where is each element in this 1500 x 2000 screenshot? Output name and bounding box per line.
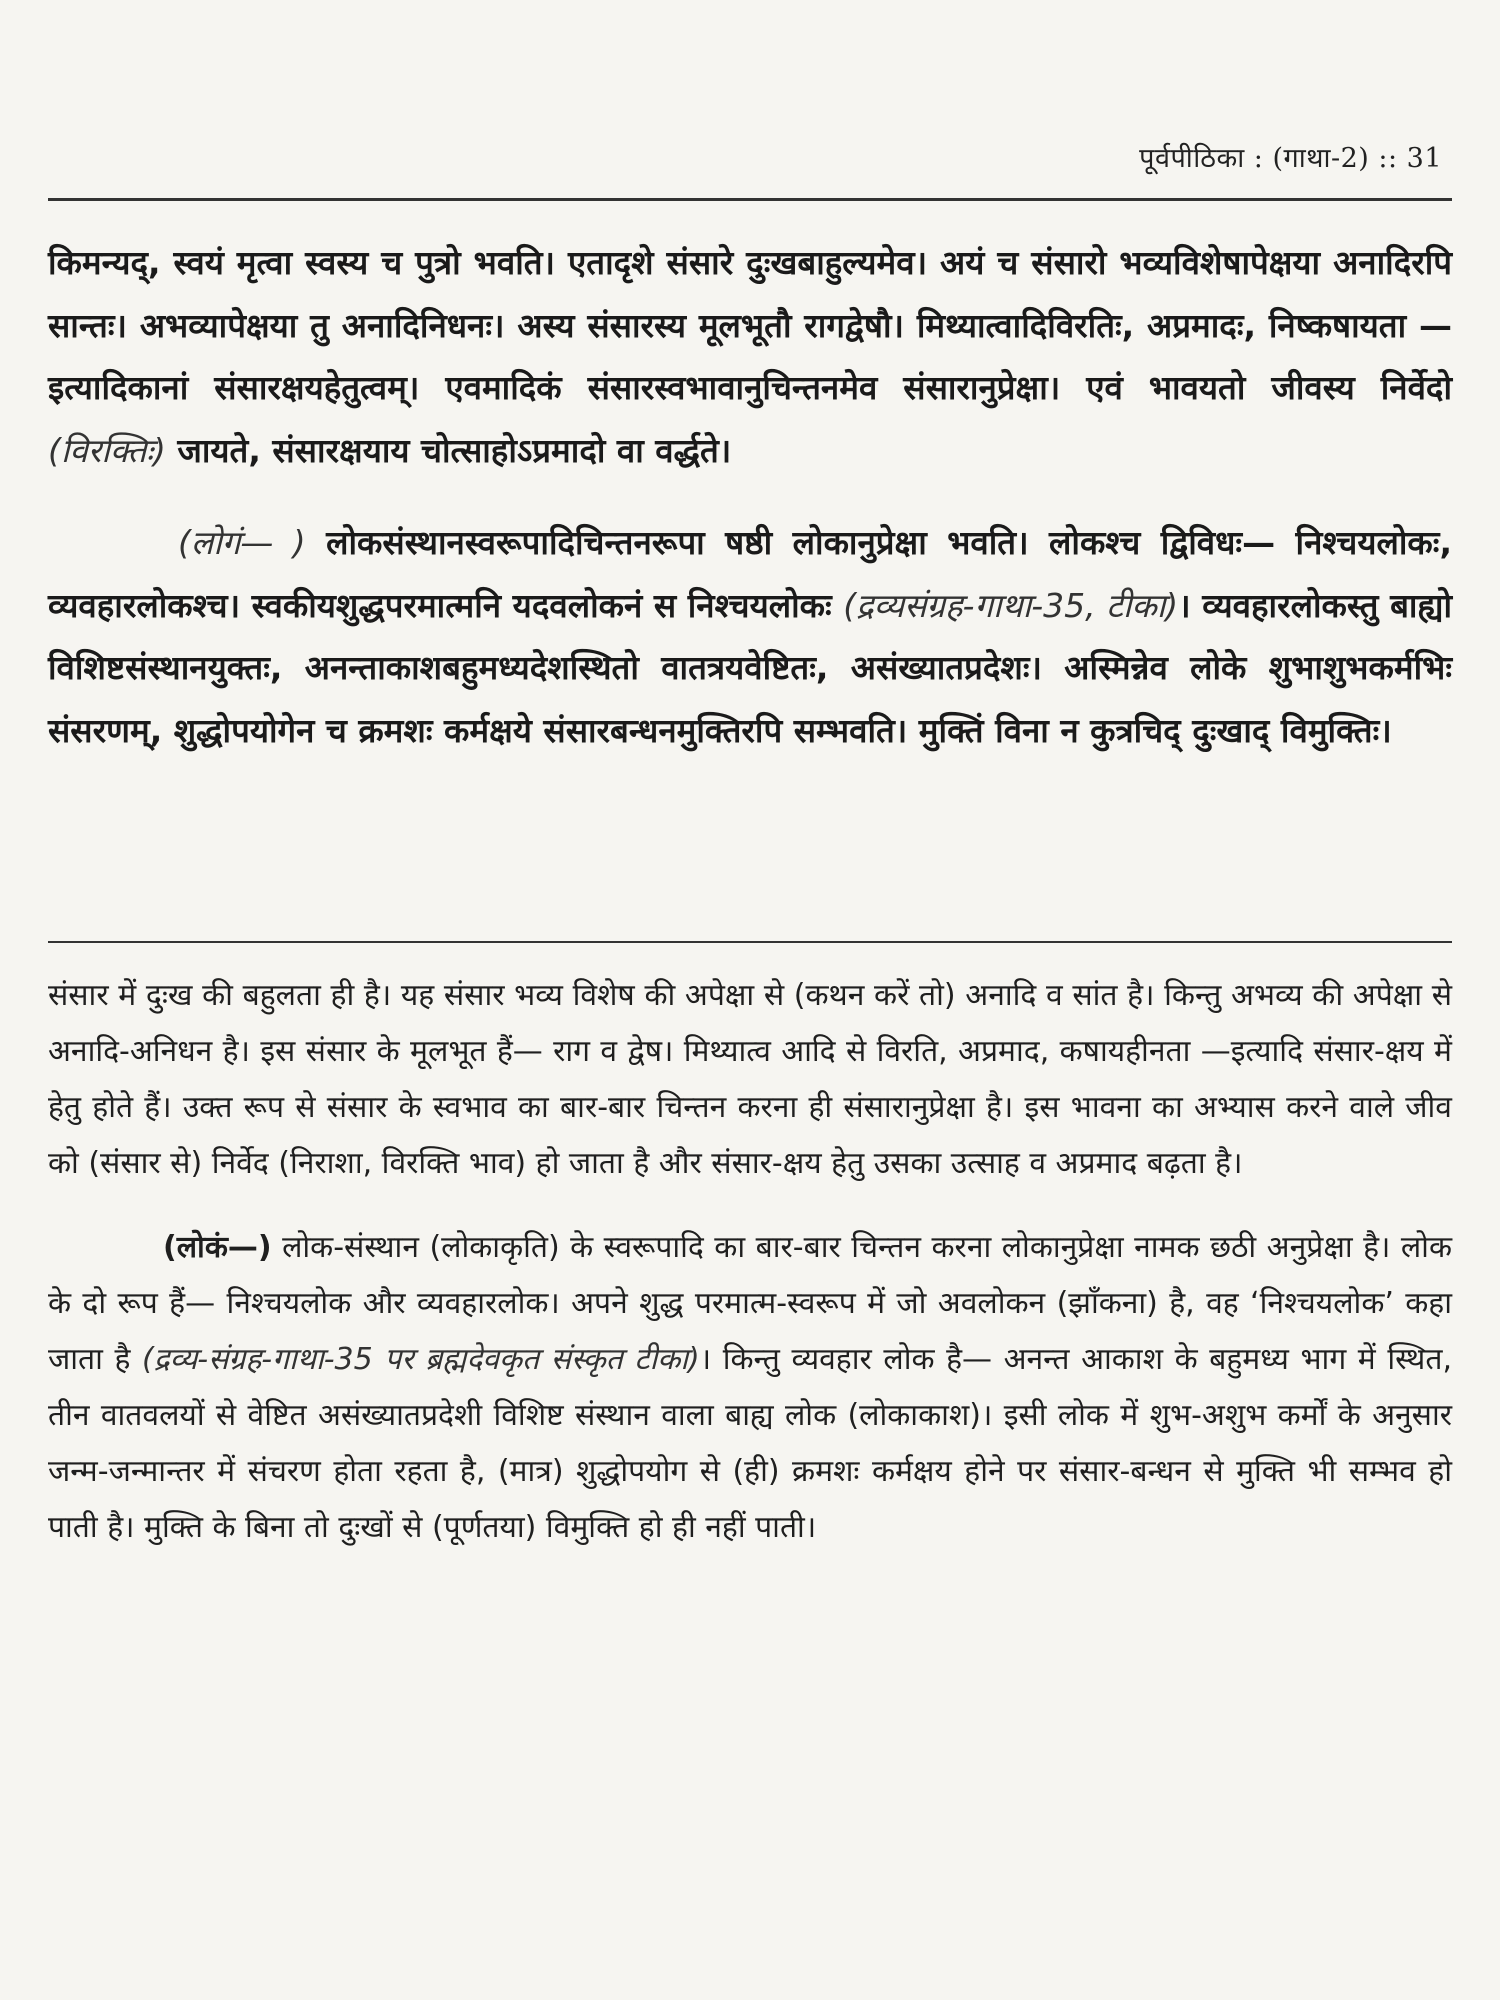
hindi-p2-text-b: । किन्तु व्यवहार लोक है— अनन्त आकाश के बहुमध्य भाग में स्थित, तीन वातवलयों से वेष्टित असंख्यातप्रदेशी विशिष्ट संस्थान वाला बाह्य लोक (लोकाकाश)। इसी लोक में शुभ-अशुभ कर्मों के अनुसार जन्म-जन्मान्तर में संचरण होता रहता है, (मात्र) शुद्धोपयोग से (ही) क्रमशः कर्मक्षय होने पर संसार-बन्धन से मुक्ति भी सम्भव हो पाती है। मुक्ति के बिना तो दुःखों से (पूर्णतया) विमुक्ति हो ही नहीं पाती। bbox=[48, 1342, 1452, 1545]
sanskrit-paragraph-2 bbox=[48, 512, 1452, 762]
sanskrit-p1-text: किमन्यद्, स्वयं मृत्वा स्वस्य च पुत्रो भवति। एतादृशे संसारे दुःखबाहुल्यमेव। अयं च संसारो भव्यविशेषापेक्षया अनादिरपि सान्तः। अभव्यापेक्षया तु अनादिनिधनः। अस्य संसारस्य मूलभूतौ रागद्वेषौ। मिथ्यात्वादिविरतिः, अप्रमादः, निष्कषायता —इत्यादिकानां संसारक्षयहेतुत्वम्। एवमादिकं संसारस्वभावानुचिन्तनमेव संसारानुप्रेक्षा। एवं भावयतो जीवस्य निर्वेदो bbox=[48, 243, 1452, 407]
sanskrit-p2-reference: (द्रव्यसंग्रह-गाथा-35, टीका) bbox=[843, 585, 1179, 625]
running-header: पूर्वपीठिका : (गाथा-2) :: 31 bbox=[1139, 143, 1442, 174]
sanskrit-commentary bbox=[48, 232, 1452, 762]
header-rule bbox=[48, 198, 1452, 201]
hindi-p2-reference: (द्रव्य-संग्रह-गाथा-35 पर ब्रह्मदेवकृत संस्कृत टीका) bbox=[142, 1342, 700, 1377]
sanskrit-p1-gloss: (विरक्तिः) bbox=[48, 430, 166, 470]
sanskrit-p2-text-b: । व्यवहारलोकस्तु बाह्यो विशिष्टसंस्थानयुक्तः, अनन्ताकाशबहुमध्यदेशस्थितो वातत्रयवेष्टितः, असंख्यातप्रदेशः। अस्मिन्नेव लोके शुभाशुभकर्मभिः संसरणम्, शुद्धोपयोगेन च क्रमशः कर्मक्षये संसारबन्धनमुक्तिरपि सम्भवति। मुक्तिं विना न कुत्रचिद् दुःखाद् विमुक्तिः। bbox=[48, 585, 1452, 750]
hindi-paragraph-2 bbox=[48, 1220, 1452, 1556]
hindi-translation bbox=[48, 968, 1452, 1556]
sanskrit-paragraph-1 bbox=[48, 232, 1452, 482]
hindi-p2-lead: (लोकं—) bbox=[163, 1230, 272, 1265]
section-divider bbox=[48, 941, 1452, 943]
hindi-p2-text-a: लोक-संस्थान (लोकाकृति) के स्वरूपादि का बार-बार चिन्तन करना लोकानुप्रेक्षा नामक छठी अनुप्रेक्षा है। लोक के दो रूप हैं— निश्चयलोक और व्यवहारलोक। अपने शुद्ध परमात्म-स्वरूप में जो अवलोकन (झाँकना) है, वह ‘निश्चयलोक’ कहा जाता है bbox=[48, 1230, 1452, 1377]
hindi-paragraph-1: संसार में दुःख की बहुलता ही है। यह संसार भव्य विशेष की अपेक्षा से (कथन करें तो) अनादि व सांत है। किन्तु अभव्य की अपेक्षा से अनादि-अनिधन है। इस संसार के मूलभूत हैं— राग व द्वेष। मिथ्यात्व आदि से विरति, अप्रमाद, कषायहीनता —इत्यादि संसार-क्षय में हेतु होते हैं। उक्त रूप से संसार के स्वभाव का बार-बार चिन्तन करना ही संसारानुप्रेक्षा है। इस भावना का अभ्यास करने वाले जीव को (संसार से) निर्वेद (निराशा, विरक्ति भाव) हो जाता है और संसार-क्षय हेतु उसका उत्साह व अप्रमाद बढ़ता है। bbox=[48, 978, 1452, 1181]
sanskrit-p1-end: जायते, संसारक्षयाय चोत्साहोऽप्रमादो वा वर्द्धते। bbox=[177, 430, 732, 470]
sanskrit-p2-lead: (लोगं— ) bbox=[178, 523, 306, 562]
sanskrit-p2-text-a: लोकसंस्थानस्वरूपादिचिन्तनरूपा षष्ठी लोकानुप्रेक्षा भवति। लोकश्च द्विविधः— निश्चयलोकः, व्यवहारलोकश्च। स्वकीयशुद्धपरमात्मनि यदवलोकनं स निश्चयलोकः bbox=[48, 523, 1452, 625]
